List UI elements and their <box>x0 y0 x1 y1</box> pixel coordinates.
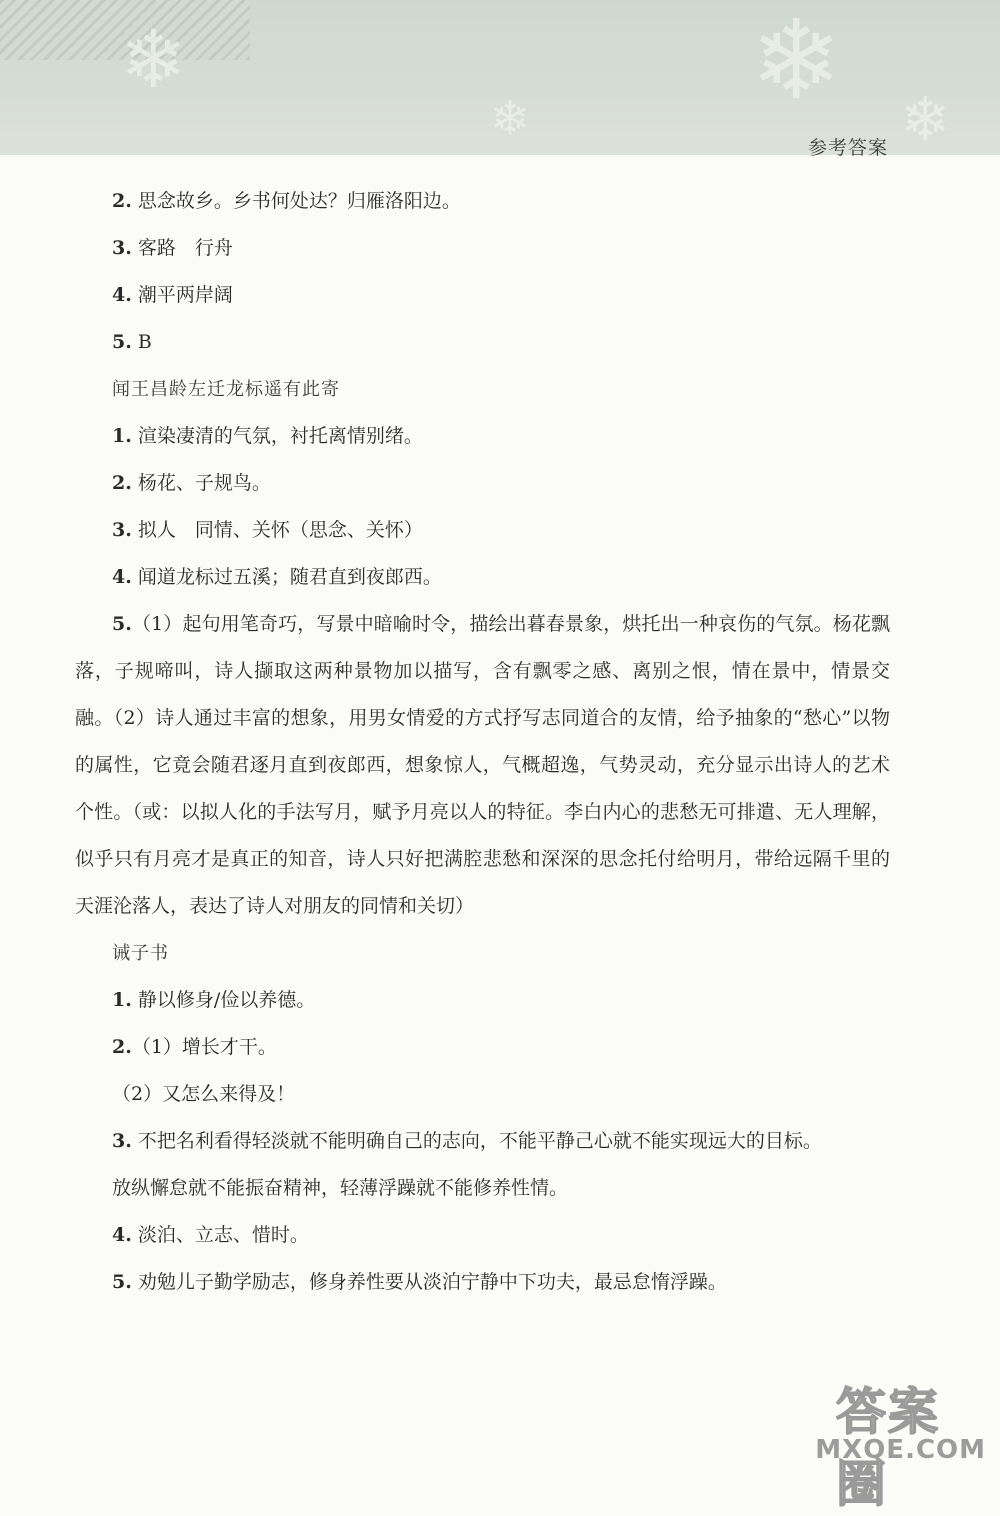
section-label: 参考答案 <box>807 137 888 159</box>
answer-number: 5. <box>112 331 132 353</box>
answer-number: 4. <box>112 1224 132 1246</box>
watermark-logo <box>815 1372 986 1513</box>
answer-line <box>75 413 890 460</box>
answer-text: 思念故乡。乡书何处达？归雁洛阳边。 <box>131 190 461 212</box>
answer-line <box>75 1212 890 1259</box>
answer-line <box>75 507 890 554</box>
answer-text: （2）又怎么来得及！ <box>112 1083 296 1105</box>
answer-number: 5. <box>112 1271 132 1293</box>
answer-line <box>75 319 890 366</box>
answer-number: 3. <box>112 519 132 541</box>
answer-text: 拟人 同情、关怀（思念、关怀） <box>131 519 423 541</box>
answer-number: 3. <box>112 1130 132 1152</box>
answer-line <box>75 225 890 272</box>
answer-text: 客路 行舟 <box>131 237 233 259</box>
answer-number: 2. <box>112 1036 132 1058</box>
answer-text: 渲染凄清的气氛，衬托离情别绪。 <box>131 425 423 447</box>
answer-text: （1）增长才干。 <box>131 1036 277 1058</box>
watermark-url-text: MXQE.COM <box>815 1435 986 1465</box>
answer-number: 1. <box>112 425 132 447</box>
snowflake-icon: ❄ <box>120 13 188 106</box>
answer-line <box>75 554 890 601</box>
essay-title: 诫子书 <box>112 943 169 964</box>
answer-line <box>75 1071 890 1118</box>
answer-number: 5. <box>112 613 132 635</box>
answer-number: 1. <box>112 989 132 1011</box>
answer-number: 4. <box>112 284 132 306</box>
answer-line <box>75 1118 890 1165</box>
answer-line <box>75 1165 890 1212</box>
answer-text: 闻道龙标过五溪；随君直到夜郎西。 <box>131 566 442 588</box>
answer-number: 4. <box>112 566 132 588</box>
snowflake-icon: ❄ <box>900 85 951 155</box>
snowflake-icon: ❄ <box>750 0 843 124</box>
answer-line <box>75 1024 890 1071</box>
answer-text: 劝勉儿子勤学励志，修身养性要从淡泊宁静中下功夫，最忌怠惰浮躁。 <box>131 1271 727 1293</box>
answer-number: 3. <box>112 237 132 259</box>
answer-line <box>75 272 890 319</box>
poem-title: 闻王昌龄左迁龙标遥有此寄 <box>112 379 340 400</box>
answer-text: 不把名利看得轻淡就不能明确自己的志向，不能平静己心就不能实现远大的目标。 <box>131 1130 822 1152</box>
answer-text: B <box>131 331 152 353</box>
answer-text: 静以修身/俭以养德。 <box>131 989 316 1011</box>
answer-number: 2. <box>112 190 132 212</box>
answer-content <box>75 178 890 1306</box>
answer-paragraph <box>75 601 890 930</box>
answer-text: （1）起句用笔奇巧，写景中暗喻时令，描绘出暮春景象，烘托出一种哀伤的气氛。杨花飘落，子规啼叫，诗人撷取这两种景物加以描写，含有飘零之感、离别之恨，情在景中，情景交融。（2）诗人通过丰富的想象，用男女情爱的方式抒写志同道合的友情，给予抽象的“愁心”以物的属性，它竟会随君逐月直到夜郎西，想象惊人，气概超逸，气势灵动，充分显示出诗人的艺术个性。（或：以拟人化的手法写月，赋予月亮以人的特征。李白内心的悲愁无可排遣、无人理解，似乎只有月亮才是真正的知音，诗人只好把满腔悲愁和深深的思念托付给明月，带给远隔千里的天涯沦落人，表达了诗人对朋友的同情和关切） <box>75 613 890 917</box>
answer-number: 2. <box>112 472 132 494</box>
snowflake-icon: ❄ <box>490 91 531 147</box>
watermark-main-text: 答案圈 <box>836 1383 940 1513</box>
answer-line <box>75 178 890 225</box>
header-band <box>0 0 1000 155</box>
answer-text: 杨花、子规鸟。 <box>131 472 271 494</box>
answer-line <box>75 460 890 507</box>
answer-text: 潮平两岸阔 <box>131 284 233 306</box>
answer-line <box>75 977 890 1024</box>
answer-line <box>75 1259 890 1306</box>
answer-text: 放纵懈怠就不能振奋精神，轻薄浮躁就不能修养性情。 <box>112 1177 569 1199</box>
answer-text: 淡泊、立志、惜时。 <box>131 1224 309 1246</box>
